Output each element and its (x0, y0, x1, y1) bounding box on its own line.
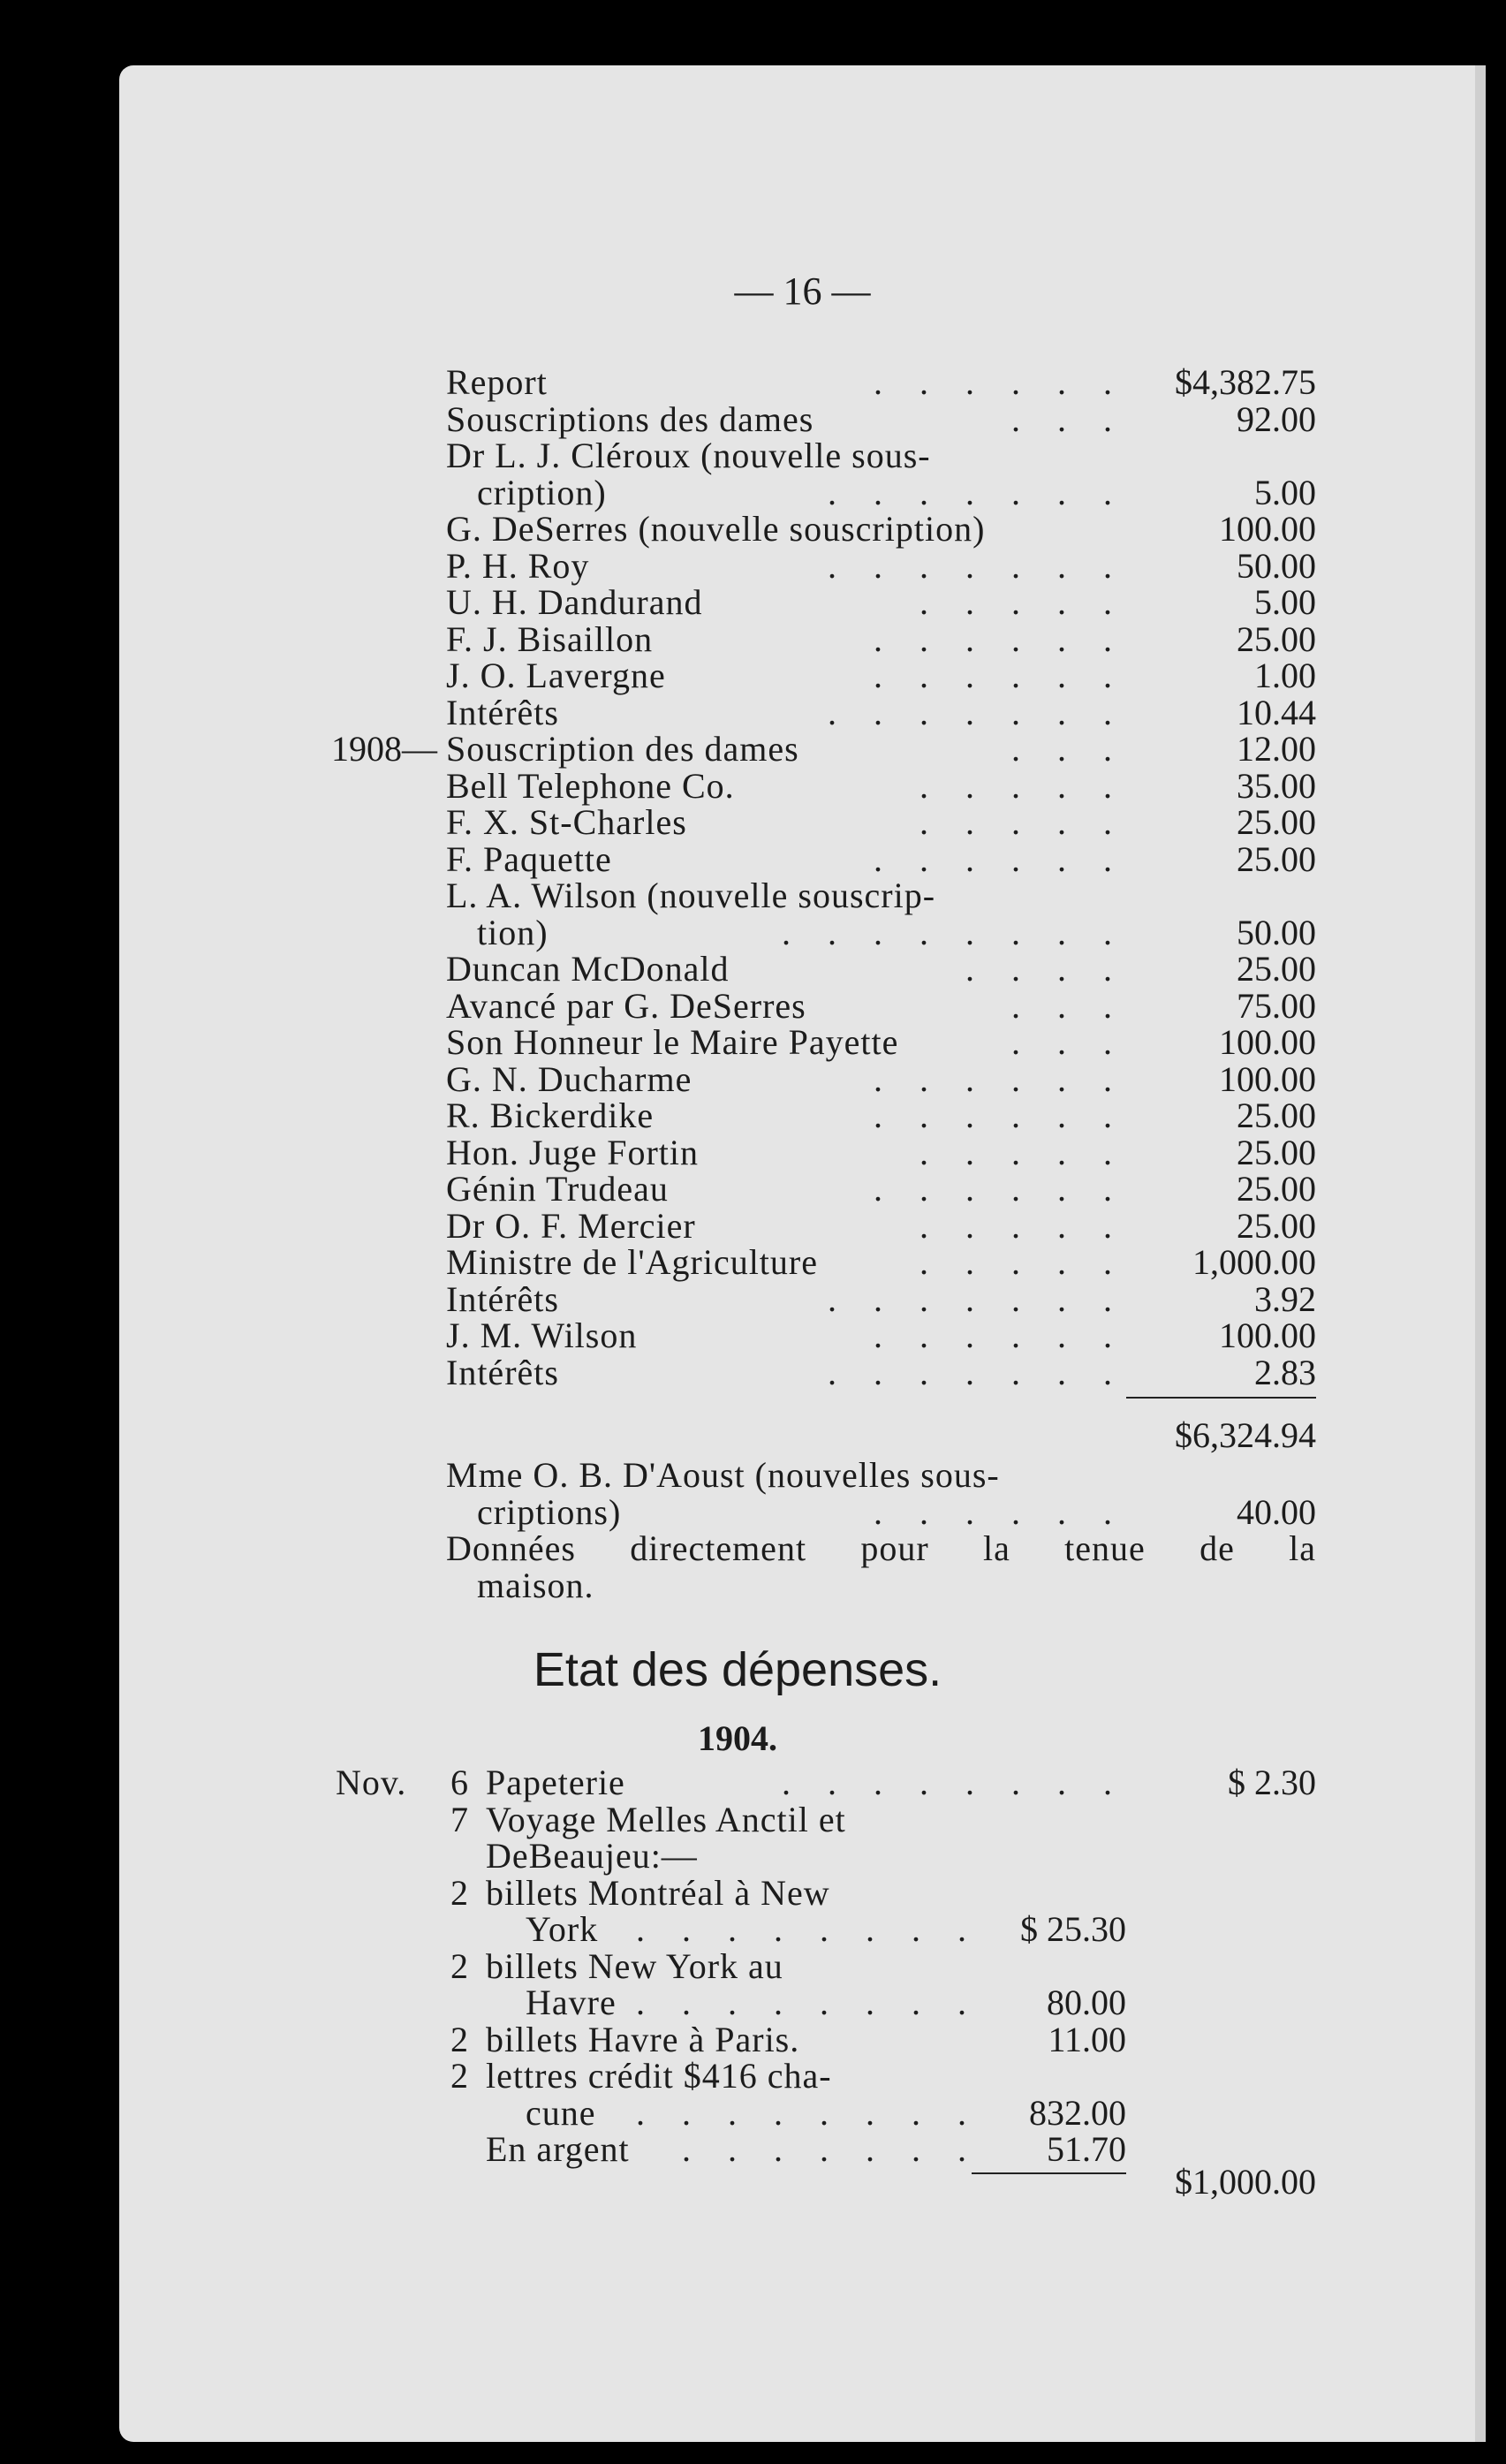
receipt-amount: 75.00 (1237, 985, 1316, 1026)
expense-amount: $ 2.30 (1228, 1763, 1316, 1802)
expense-month: Nov. (336, 1763, 407, 1802)
receipt-dots: . . . . . . . (828, 1278, 1126, 1319)
receipt-label: tion) (477, 912, 549, 952)
receipt-dots: . . . . . (919, 582, 1126, 622)
receipt-dots: . . . . . . . (828, 1352, 1126, 1392)
receipt-dots: . . . (1011, 398, 1126, 439)
receipt-amount: 1,000.00 (1192, 1242, 1316, 1282)
receipt-amount: 25.00 (1237, 1132, 1316, 1172)
receipt-amount: 25.00 (1237, 618, 1316, 659)
receipt-label: F. X. St-Charles (446, 802, 687, 842)
expense-label: lettres crédit $416 cha- (486, 2056, 832, 2096)
receipt-dots: . . . . . (919, 1205, 1126, 1246)
receipt-label: Bell Telephone Co. (446, 765, 735, 806)
expense-dots: . . . . . . . . (782, 1763, 1126, 1802)
receipt-label: cription) (477, 472, 607, 512)
page-number: — 16 — (734, 269, 871, 313)
expense-dots: . . . . . . . . (636, 1909, 980, 1949)
receipt-dots: . . . . . . . (828, 692, 1126, 732)
receipt-amount: 5.00 (1254, 582, 1316, 622)
receipt-label: Report (446, 362, 548, 402)
document-page (119, 65, 1486, 2442)
receipt-label: P. H. Roy (446, 545, 590, 586)
receipt-amount: 35.00 (1237, 765, 1316, 806)
after-total-label: Mme O. B. D'Aoust (nouvelles sous- (446, 1455, 1000, 1495)
expense-label: York (526, 1909, 599, 1949)
receipt-amount: 25.00 (1237, 1205, 1316, 1246)
expense-subamount: 51.70 (1047, 2129, 1126, 2169)
expense-subamount: $ 25.30 (1020, 1909, 1126, 1949)
receipt-amount: 100.00 (1219, 509, 1316, 549)
receipt-label: Génin Trudeau (446, 1169, 669, 1209)
receipt-amount: 2.83 (1254, 1352, 1316, 1392)
expense-subamount: 832.00 (1029, 2092, 1126, 2133)
expense-day: 2 (450, 1872, 469, 1913)
receipt-label: Son Honneur le Maire Payette (446, 1022, 899, 1062)
receipt-label: Avancé par G. DeSerres (446, 985, 806, 1026)
receipt-amount: 100.00 (1219, 1315, 1316, 1355)
receipt-amount: 100.00 (1219, 1022, 1316, 1062)
receipt-amount: 12.00 (1237, 729, 1316, 769)
expense-day: 2 (450, 2019, 469, 2059)
receipt-dots: . . . . . . . . (782, 912, 1126, 952)
receipt-dots: . . . . . (919, 1132, 1126, 1172)
expense-day: 6 (450, 1763, 469, 1802)
receipt-label: Duncan McDonald (446, 949, 730, 989)
receipt-amount: 25.00 (1237, 949, 1316, 989)
expense-label: En argent (486, 2129, 630, 2169)
expense-label: Papeterie (486, 1763, 625, 1802)
receipt-amount: $4,382.75 (1175, 362, 1316, 402)
receipt-label: J. O. Lavergne (446, 656, 666, 695)
receipt-dots: . . . (1011, 985, 1126, 1026)
receipt-dots: . . . . . . (874, 618, 1126, 659)
expense-label: DeBeaujeu:— (486, 1836, 698, 1876)
expense-day: 2 (450, 1945, 469, 1986)
receipt-label: Intérêts (446, 1278, 559, 1319)
receipt-label: F. Paquette (446, 838, 612, 879)
receipt-amount: 25.00 (1237, 802, 1316, 842)
receipt-label: G. DeSerres (nouvelle souscription) (446, 509, 986, 549)
receipt-dots: . . . (1011, 1022, 1126, 1062)
receipt-label: Dr L. J. Cléroux (nouvelle sous- (446, 436, 931, 475)
receipt-dots: . . . . . (919, 802, 1126, 842)
receipt-dots: . . . . . (919, 765, 1126, 806)
expense-label: billets New York au (486, 1945, 783, 1986)
receipt-amount: 100.00 (1219, 1058, 1316, 1099)
receipt-dots: . . . . . . (874, 1058, 1126, 1099)
expense-total: $1,000.00 (1175, 2161, 1316, 2202)
receipt-dots: . . . . . . (874, 1315, 1126, 1355)
total-rule (1126, 1397, 1316, 1399)
receipt-label: Dr O. F. Mercier (446, 1205, 696, 1246)
receipt-dots: . . . . . . (874, 656, 1126, 695)
receipt-label: F. J. Bisaillon (446, 618, 654, 659)
receipt-amount: 25.00 (1237, 1096, 1316, 1135)
receipt-amount: 10.44 (1237, 692, 1316, 732)
expense-dots: . . . . . . . (682, 2129, 980, 2169)
receipt-label: Intérêts (446, 692, 559, 732)
expense-label: billets Havre à Paris. (486, 2019, 800, 2059)
receipt-amount: 25.00 (1237, 1169, 1316, 1209)
expense-subamount: 80.00 (1047, 1983, 1126, 2022)
receipt-label: R. Bickerdike (446, 1096, 655, 1135)
receipt-label: Ministre de l'Agriculture (446, 1242, 818, 1282)
expense-dots: . . . . . . . . (636, 1983, 980, 2022)
receipt-label: J. M. Wilson (446, 1315, 638, 1355)
receipt-dots: . . . . (965, 949, 1126, 989)
after-total-dots: . . . . . . (874, 1491, 1126, 1532)
receipt-amount: 50.00 (1237, 912, 1316, 952)
expense-label: Havre (526, 1983, 617, 2022)
expense-day: 2 (450, 2056, 469, 2096)
receipt-label: U. H. Dandurand (446, 582, 703, 622)
receipt-dots: . . . . . (919, 1242, 1126, 1282)
expense-label: cune (526, 2092, 596, 2133)
note-line: Données directement pour la tenue de la (446, 1528, 1316, 1568)
receipt-label: G. N. Ducharme (446, 1058, 692, 1099)
receipt-year: 1908— (331, 729, 437, 769)
note-line: maison. (477, 1565, 594, 1605)
receipt-dots: . . . . . . . (828, 472, 1126, 512)
receipt-dots: . . . . . . . (828, 545, 1126, 586)
receipt-label: Souscription des dames (446, 729, 799, 769)
receipt-amount: 25.00 (1237, 838, 1316, 879)
receipt-dots: . . . . . . (874, 1169, 1126, 1209)
expense-label: billets Montréal à New (486, 1872, 830, 1913)
receipt-label: L. A. Wilson (nouvelle souscrip- (446, 876, 936, 915)
after-total-label: criptions) (477, 1491, 622, 1532)
receipt-amount: 5.00 (1254, 472, 1316, 512)
receipt-dots: . . . . . . (874, 1096, 1126, 1135)
section-heading: Etat des dépenses. (533, 1643, 942, 1696)
receipt-amount: 50.00 (1237, 545, 1316, 586)
receipt-amount: 1.00 (1254, 656, 1316, 695)
receipt-amount: 3.92 (1254, 1278, 1316, 1319)
receipt-dots: . . . . . . (874, 838, 1126, 879)
expense-day: 7 (450, 1799, 469, 1839)
expense-dots: . . . . . . . . (636, 2092, 980, 2133)
receipt-label: Souscriptions des dames (446, 398, 814, 439)
receipt-amount: 92.00 (1237, 398, 1316, 439)
page-edge (1475, 65, 1486, 2442)
after-total-amount: 40.00 (1237, 1491, 1316, 1532)
expense-label: Voyage Melles Anctil et (486, 1799, 846, 1839)
receipt-label: Hon. Juge Fortin (446, 1132, 699, 1172)
year-heading: 1904. (698, 1718, 777, 1758)
receipt-dots: . . . (1011, 729, 1126, 769)
receipts-total: $6,324.94 (1175, 1415, 1316, 1455)
receipt-label: Intérêts (446, 1352, 559, 1392)
receipt-dots: . . . . . . (874, 362, 1126, 402)
expense-subamount: 11.00 (1048, 2019, 1126, 2059)
